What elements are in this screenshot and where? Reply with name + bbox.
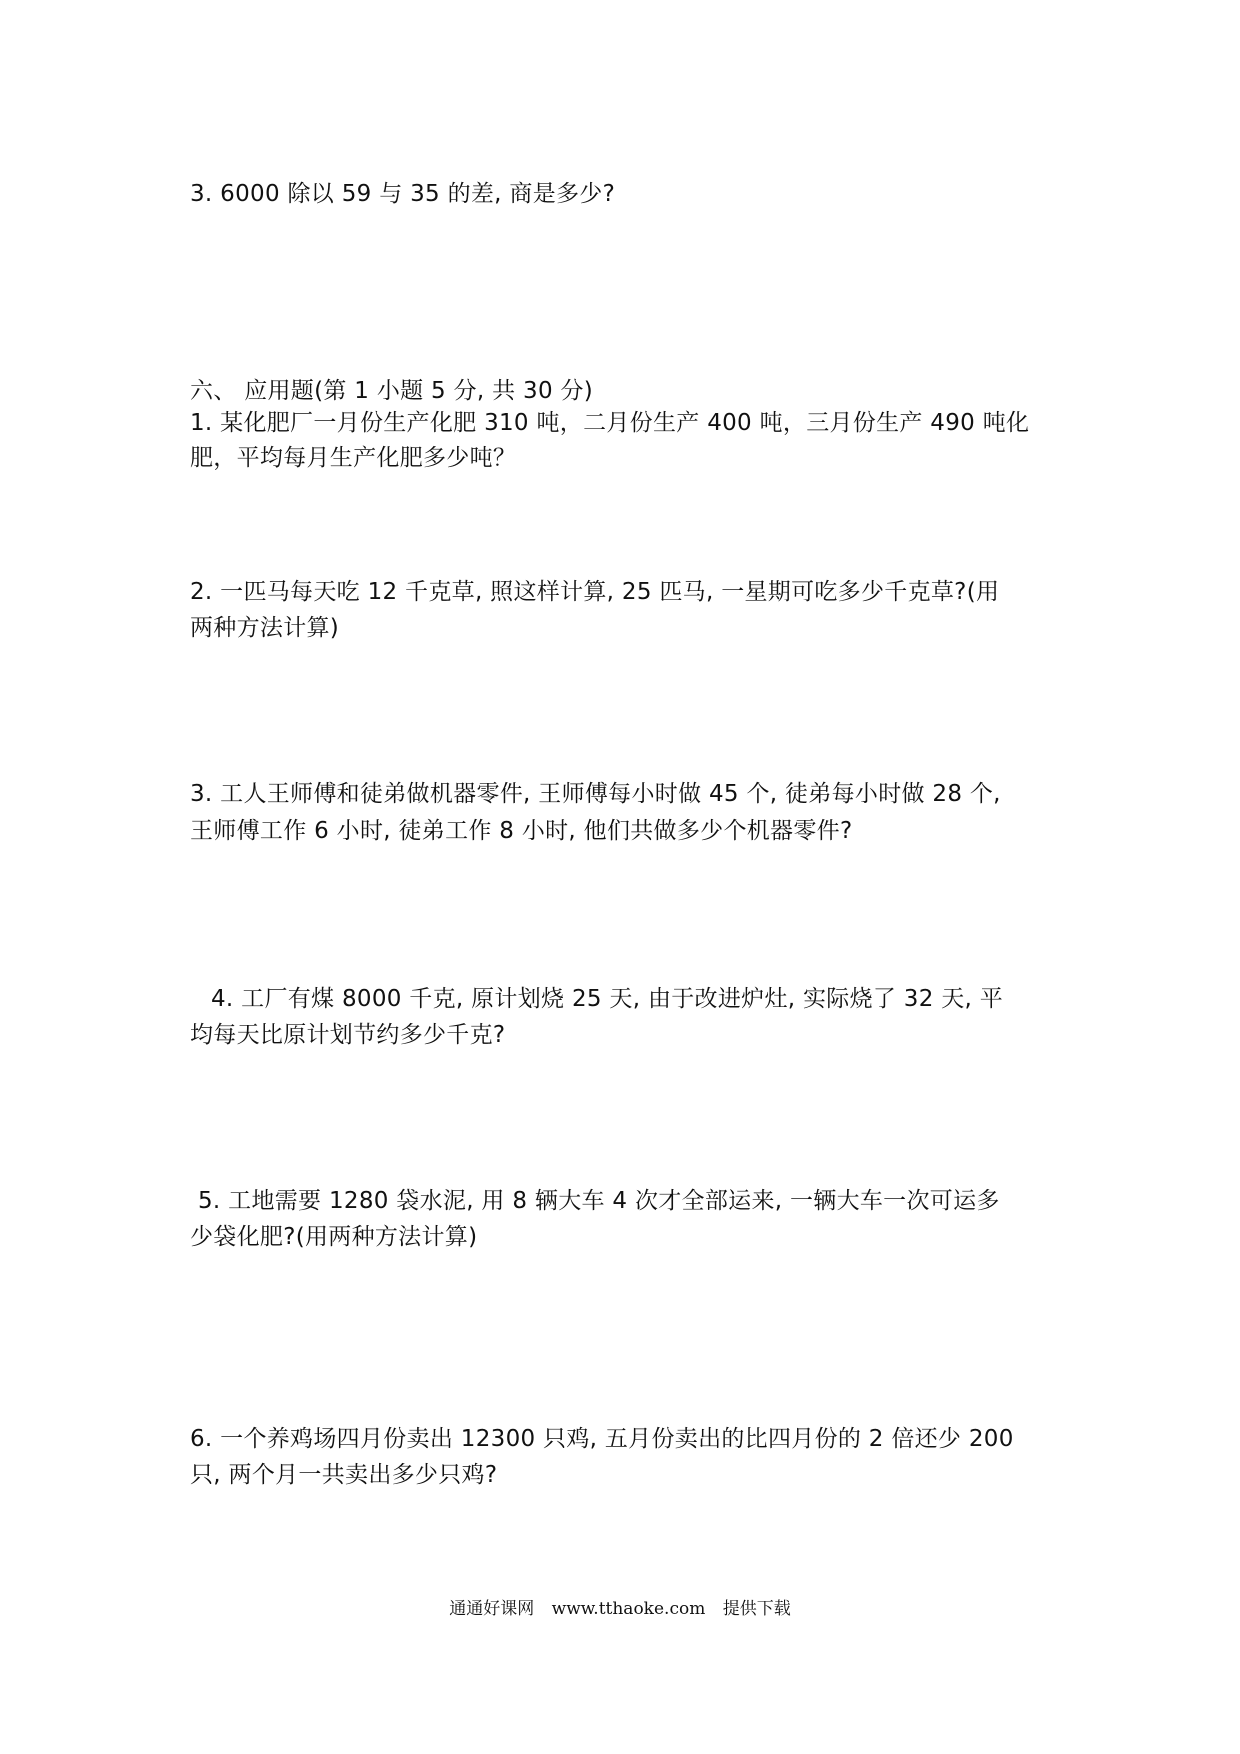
question-6-1-line-1: 1. 某化肥厂一月份生产化肥 310 吨，二月份生产 400 吨，三月份生产 490 吨化 xyxy=(190,410,1030,436)
question-6-3-line-2: 王师傅工作 6 小时, 徒弟工作 8 小时, 他们共做多少个机器零件? xyxy=(190,818,853,844)
question-6-6-line-1: 6. 一个养鸡场四月份卖出 12300 只鸡, 五月份卖出的比四月份的 2 倍还少 200 xyxy=(190,1426,1014,1452)
question-6-3-line-1: 3. 工人王师傅和徒弟做机器零件, 王师傅每小时做 45 个, 徒弟每小时做 28 个, xyxy=(190,781,1001,807)
section-6-heading: 六、 应用题(第 1 小题 5 分, 共 30 分) xyxy=(190,378,594,404)
question-6-2-line-2: 两种方法计算) xyxy=(190,615,340,641)
footer-suffix: 提供下载 xyxy=(722,1599,791,1619)
question-6-6-line-2: 只, 两个月一共卖出多少只鸡? xyxy=(190,1462,498,1488)
question-6-2-line-1: 2. 一匹马每天吃 12 千克草, 照这样计算, 25 匹马, 一星期可吃多少千克草?(用 xyxy=(190,579,1000,605)
question-6-5-line-1: 5. 工地需要 1280 袋水泥, 用 8 辆大车 4 次才全部运来, 一辆大车一次可运多 xyxy=(198,1188,1000,1214)
question-6-5-line-2: 少袋化肥?(用两种方法计算) xyxy=(190,1224,478,1250)
question-6-4-line-2: 均每天比原计划节约多少千克? xyxy=(190,1022,506,1048)
page-footer xyxy=(0,1598,1240,1620)
footer-site-name: 通通好课网 xyxy=(449,1599,535,1619)
question-6-1-line-2: 肥，平均每月生产化肥多少吨？ xyxy=(190,445,517,471)
question-6-4-line-1: 4. 工厂有煤 8000 千克, 原计划烧 25 天, 由于改进炉灶, 实际烧了 32 天, 平 xyxy=(211,986,1004,1012)
footer-url: www.tthaoke.com xyxy=(551,1599,706,1619)
question-5-3: 3. 6000 除以 59 与 35 的差, 商是多少? xyxy=(190,181,616,207)
